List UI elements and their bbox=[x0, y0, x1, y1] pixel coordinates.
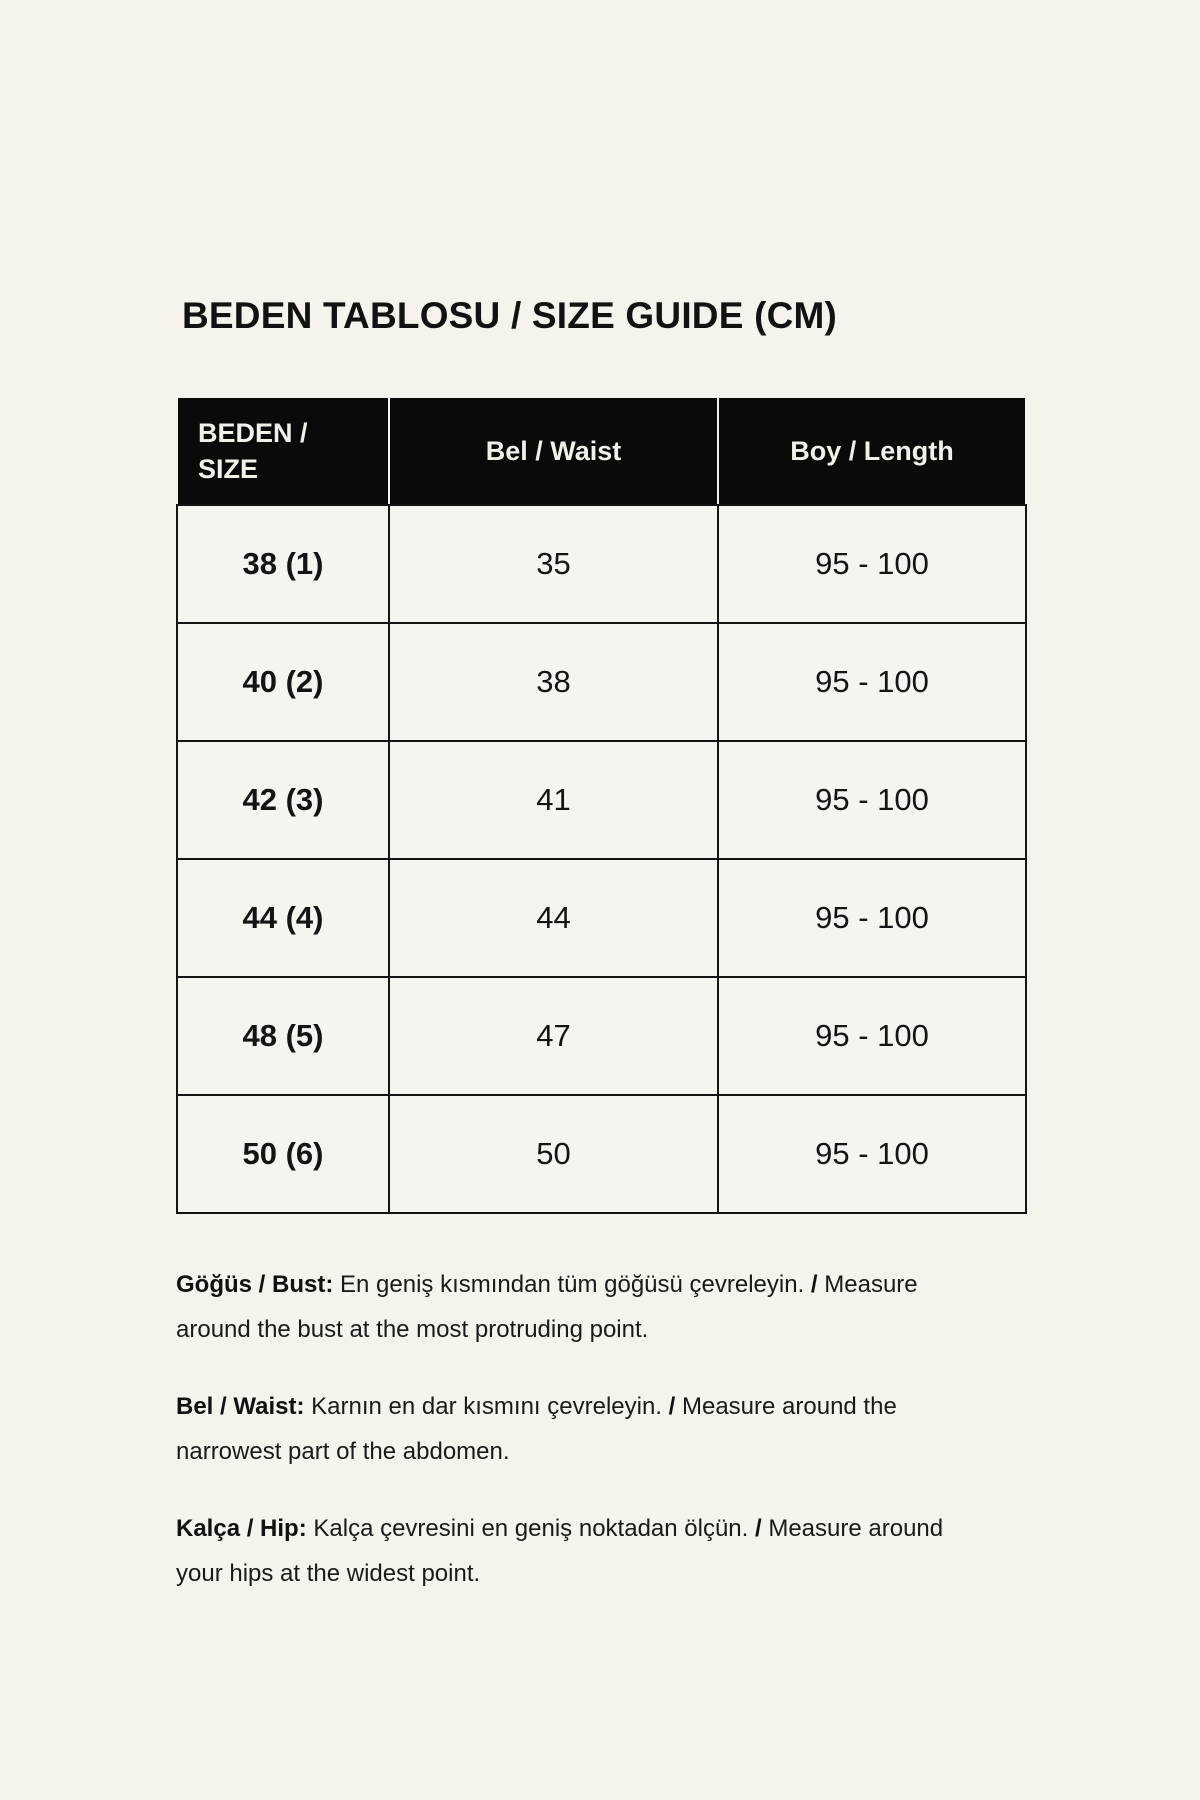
column-header-size: BEDEN / SIZE bbox=[177, 397, 389, 505]
note-bust bbox=[176, 1262, 976, 1352]
cell-length: 95 - 100 bbox=[718, 741, 1026, 859]
note-bust-turkish: En geniş kısmından tüm göğüsü çevreleyin. bbox=[340, 1271, 805, 1298]
note-bust-english: Measure around the bust at the most protruding point. bbox=[176, 1271, 918, 1343]
cell-waist: 41 bbox=[389, 741, 718, 859]
cell-size: 42 (3) bbox=[177, 741, 389, 859]
cell-length: 95 - 100 bbox=[718, 623, 1026, 741]
table-header-row bbox=[177, 397, 1026, 505]
note-hip-label: Kalça / Hip: bbox=[176, 1515, 307, 1542]
cell-waist: 44 bbox=[389, 859, 718, 977]
table-row bbox=[177, 1095, 1026, 1213]
column-header-length: Boy / Length bbox=[718, 397, 1026, 505]
note-waist bbox=[176, 1384, 976, 1474]
cell-waist: 35 bbox=[389, 505, 718, 623]
cell-length: 95 - 100 bbox=[718, 859, 1026, 977]
table-row bbox=[177, 859, 1026, 977]
cell-waist: 50 bbox=[389, 1095, 718, 1213]
size-guide-table bbox=[176, 396, 1027, 1214]
cell-size: 40 (2) bbox=[177, 623, 389, 741]
table-row bbox=[177, 741, 1026, 859]
page-title: BEDEN TABLOSU / SIZE GUIDE (CM) bbox=[182, 295, 838, 336]
cell-waist: 47 bbox=[389, 977, 718, 1095]
table-row bbox=[177, 977, 1026, 1095]
table-body bbox=[177, 505, 1026, 1213]
table-row bbox=[177, 505, 1026, 623]
size-guide-table-container bbox=[176, 396, 1027, 1214]
cell-size: 38 (1) bbox=[177, 505, 389, 623]
note-waist-english: Measure around the narrowest part of the abdomen. bbox=[176, 1393, 897, 1465]
note-waist-separator: / bbox=[668, 1393, 676, 1420]
note-hip-separator: / bbox=[755, 1515, 762, 1542]
note-hip-english: Measure around your hips at the widest point. bbox=[176, 1515, 944, 1587]
table-header bbox=[177, 397, 1026, 505]
note-hip bbox=[176, 1506, 976, 1596]
note-bust-separator: / bbox=[810, 1271, 818, 1298]
cell-length: 95 - 100 bbox=[718, 977, 1026, 1095]
cell-length: 95 - 100 bbox=[718, 505, 1026, 623]
cell-size: 48 (5) bbox=[177, 977, 389, 1095]
cell-size: 44 (4) bbox=[177, 859, 389, 977]
cell-length: 95 - 100 bbox=[718, 1095, 1026, 1213]
cell-size: 50 (6) bbox=[177, 1095, 389, 1213]
table-row bbox=[177, 623, 1026, 741]
note-hip-turkish: Kalça çevresini en geniş noktadan ölçün. bbox=[313, 1515, 749, 1542]
column-header-waist: Bel / Waist bbox=[389, 397, 718, 505]
measurement-notes bbox=[176, 1262, 976, 1628]
note-bust-label: Göğüs / Bust: bbox=[176, 1271, 334, 1298]
note-waist-turkish: Karnın en dar kısmını çevreleyin. bbox=[311, 1393, 662, 1420]
cell-waist: 38 bbox=[389, 623, 718, 741]
note-waist-label: Bel / Waist: bbox=[176, 1393, 305, 1420]
